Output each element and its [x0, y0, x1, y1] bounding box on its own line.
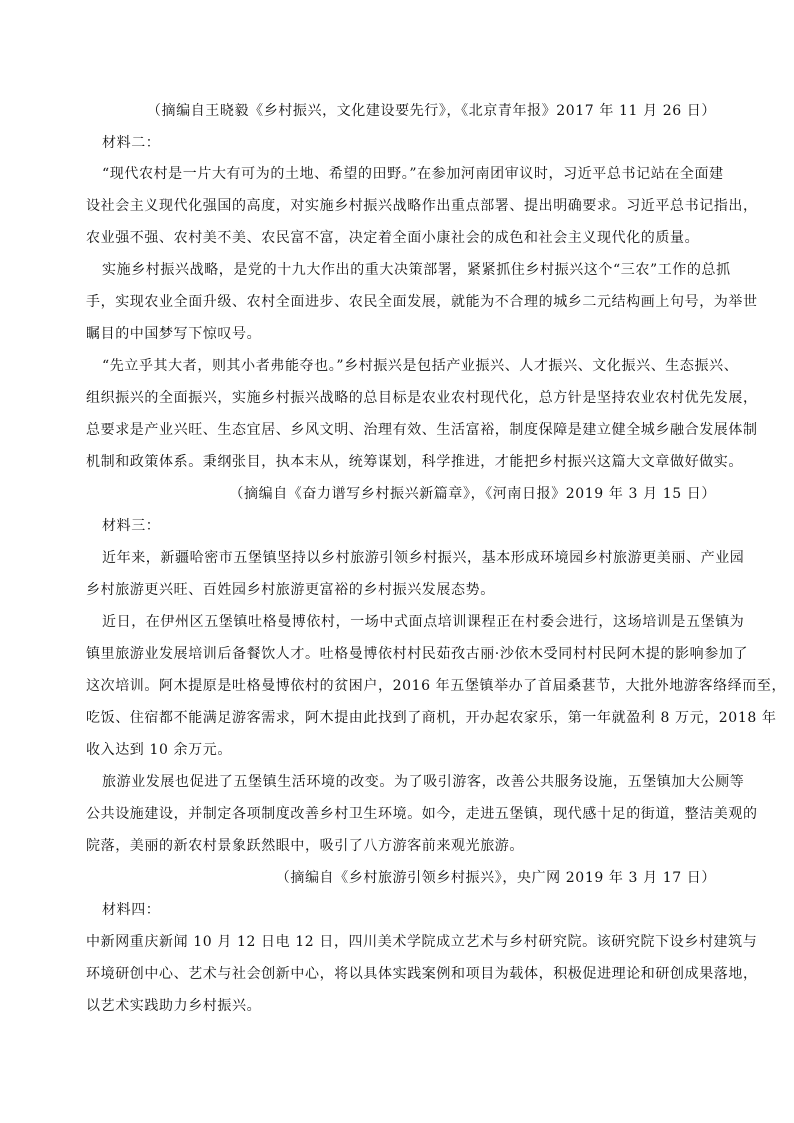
- material-2-paragraph-1-line-3: 农业强不强、农村美不美、农民富不富，决定着全面小康社会的成色和社会主义现代化的质量。: [86, 230, 700, 246]
- material-2-paragraph-2-line-1: 实施乡村振兴战略，是党的十九大作出的重大决策部署，紧紧抓住乡村振兴这个“三农”工作的总抓: [102, 262, 731, 278]
- material-2-paragraph-3-line-2: 组织振兴的全面振兴，实施乡村振兴战略的总目标是农业农村现代化，总方针是坚持农业农村优先发展，: [86, 390, 758, 406]
- material-3-paragraph-2-line-1: 近日，在伊州区五堡镇吐格曼博依村，一场中式面点培训课程正在村委会进行，这场培训是五堡镇为: [102, 614, 745, 630]
- material-2-paragraph-3-line-1: “先立乎其大者，则其小者弗能夺也。”乡村振兴是包括产业振兴、人才振兴、文化振兴、生态振兴、: [102, 358, 739, 374]
- material-2-title: 材料二：: [102, 135, 161, 151]
- material-3-paragraph-2-line-2: 镇里旅游业发展培训后备餐饮人才。吐格曼博依村村民茹孜古丽·沙依木受同村村民阿木提的影响参加了: [86, 646, 749, 662]
- material-3-paragraph-3-line-1: 旅游业发展也促进了五堡镇生活环境的改变。为了吸引游客，改善公共服务设施，五堡镇加大公厕等: [102, 774, 745, 790]
- material-3-paragraph-3-line-2: 公共设施建设，并制定各项制度改善乡村卫生环境。如今，走进五堡镇，现代感十足的街道，整洁美观的: [86, 806, 758, 822]
- material-2-paragraph-3-line-4: 机制和政策体系。秉纲张目，执本末从，统筹谋划，科学推进，才能把乡村振兴这篇大文章做好做实。: [86, 454, 743, 470]
- material-3-paragraph-2-line-5: 收入达到 10 余万元。: [86, 742, 232, 758]
- material-4-title: 材料四：: [102, 902, 161, 918]
- material-3-title: 材料三：: [102, 518, 161, 534]
- material-2-paragraph-1-line-2: 设社会主义现代化强国的高度，对实施乡村振兴战略作出重点部署、提出明确要求。习近平总书记指出，: [86, 198, 758, 214]
- material-3-paragraph-3-line-3: 院落，美丽的新农村景象跃然眼中，吸引了八方游客前来观光旅游。: [86, 838, 524, 854]
- source-citation-1: （摘编自王晓毅《乡村振兴，文化建设要先行》，《北京青年报》2017 年 11 月 26 日）: [146, 103, 716, 119]
- material-2-paragraph-1-line-1: “现代农村是一片大有可为的土地、希望的田野。”在参加河南团审议时，习近平总书记站在全面建: [102, 166, 724, 182]
- source-citation-3: （摘编自《乡村旅游引领乡村振兴》，央广网 2019 年 3 月 17 日）: [275, 870, 716, 886]
- source-citation-2: （摘编自《奋力谱写乡村振兴新篇章》，《河南日报》2019 年 3 月 15 日）: [229, 486, 716, 502]
- material-2-paragraph-3-line-3: 总要求是产业兴旺、生态宜居、乡风文明、治理有效、生活富裕，制度保障是建立健全城乡融合发展体制: [86, 422, 758, 438]
- material-4-paragraph-1-line-1: 中新网重庆新闻 10 月 12 日电 12 日，四川美术学院成立艺术与乡村研究院。该研究院下设乡村建筑与: [86, 934, 758, 950]
- material-3-paragraph-2-line-3: 这次培训。阿木提原是吐格曼博依村的贫困户，2016 年五堡镇举办了首届桑葚节，大批外地游客络绎而至，: [86, 678, 787, 694]
- material-4-paragraph-1-line-2: 环境研创中心、艺术与社会创新中心，将以具体实践案例和项目为载体，积极促进理论和研创成果落地，: [86, 966, 758, 982]
- material-3-paragraph-1-line-1: 近年来，新疆哈密市五堡镇坚持以乡村旅游引领乡村振兴，基本形成环境园乡村旅游更美丽、产业园: [102, 550, 745, 566]
- material-4-paragraph-1-line-3: 以艺术实践助力乡村振兴。: [86, 998, 262, 1014]
- material-2-paragraph-2-line-2: 手，实现农业全面升级、农村全面进步、农民全面发展，就能为不合理的城乡二元结构画上句号，为举世: [86, 294, 758, 310]
- material-2-paragraph-2-line-3: 瞩目的中国梦写下惊叹号。: [86, 326, 262, 342]
- material-3-paragraph-1-line-2: 乡村旅游更兴旺、百姓园乡村旅游更富裕的乡村振兴发展态势。: [86, 582, 495, 598]
- material-3-paragraph-2-line-4: 吃饭、住宿都不能满足游客需求，阿木提由此找到了商机，开办起农家乐，第一年就盈利 8 万元，2018 年: [86, 710, 777, 726]
